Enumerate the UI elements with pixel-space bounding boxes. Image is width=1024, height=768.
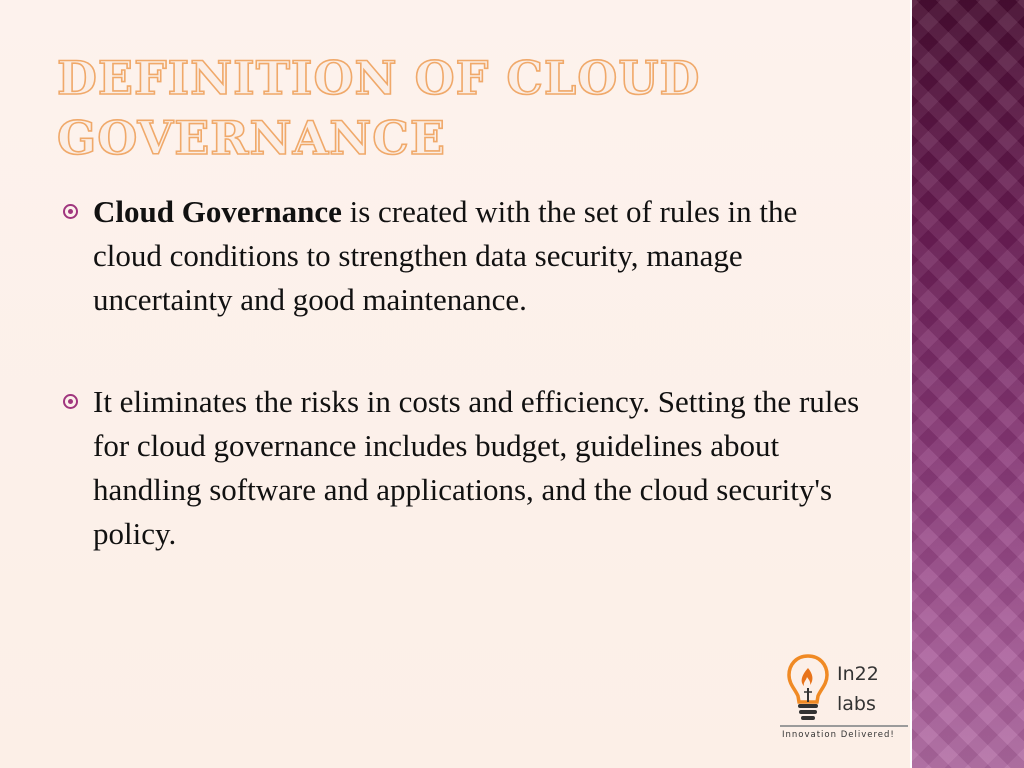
title-line-2: GOVERNANCE xyxy=(57,111,446,165)
logo-tagline: Innovation Delivered! xyxy=(782,730,895,740)
bullet-bold-term: Cloud Governance xyxy=(93,194,342,229)
bullet-text: is created with the set of rules in the cloud conditions to strengthen data security, manage uncertainty and good maintenance. xyxy=(93,194,798,317)
bullet-circle-icon xyxy=(63,394,78,409)
logo-text-line1: In22 xyxy=(837,663,879,685)
bullet-circle-icon xyxy=(63,204,78,219)
in22labs-logo xyxy=(780,652,910,744)
slide-title xyxy=(57,48,877,168)
title-line-1: DEFINITION OF CLOUD xyxy=(57,51,701,105)
lightbulb-flame-icon xyxy=(786,652,830,724)
bullet-item xyxy=(60,190,860,322)
bullet-text: It eliminates the risks in costs and efficiency. Setting the rules for cloud governance includes budget, guidelines about handling software and applications, and the cloud security's policy. xyxy=(93,384,860,551)
logo-text-line2: labs xyxy=(837,693,876,715)
side-decorative-band xyxy=(912,0,1024,768)
bullet-item xyxy=(60,380,860,556)
logo-divider xyxy=(780,725,908,727)
bullet-list xyxy=(60,190,860,556)
